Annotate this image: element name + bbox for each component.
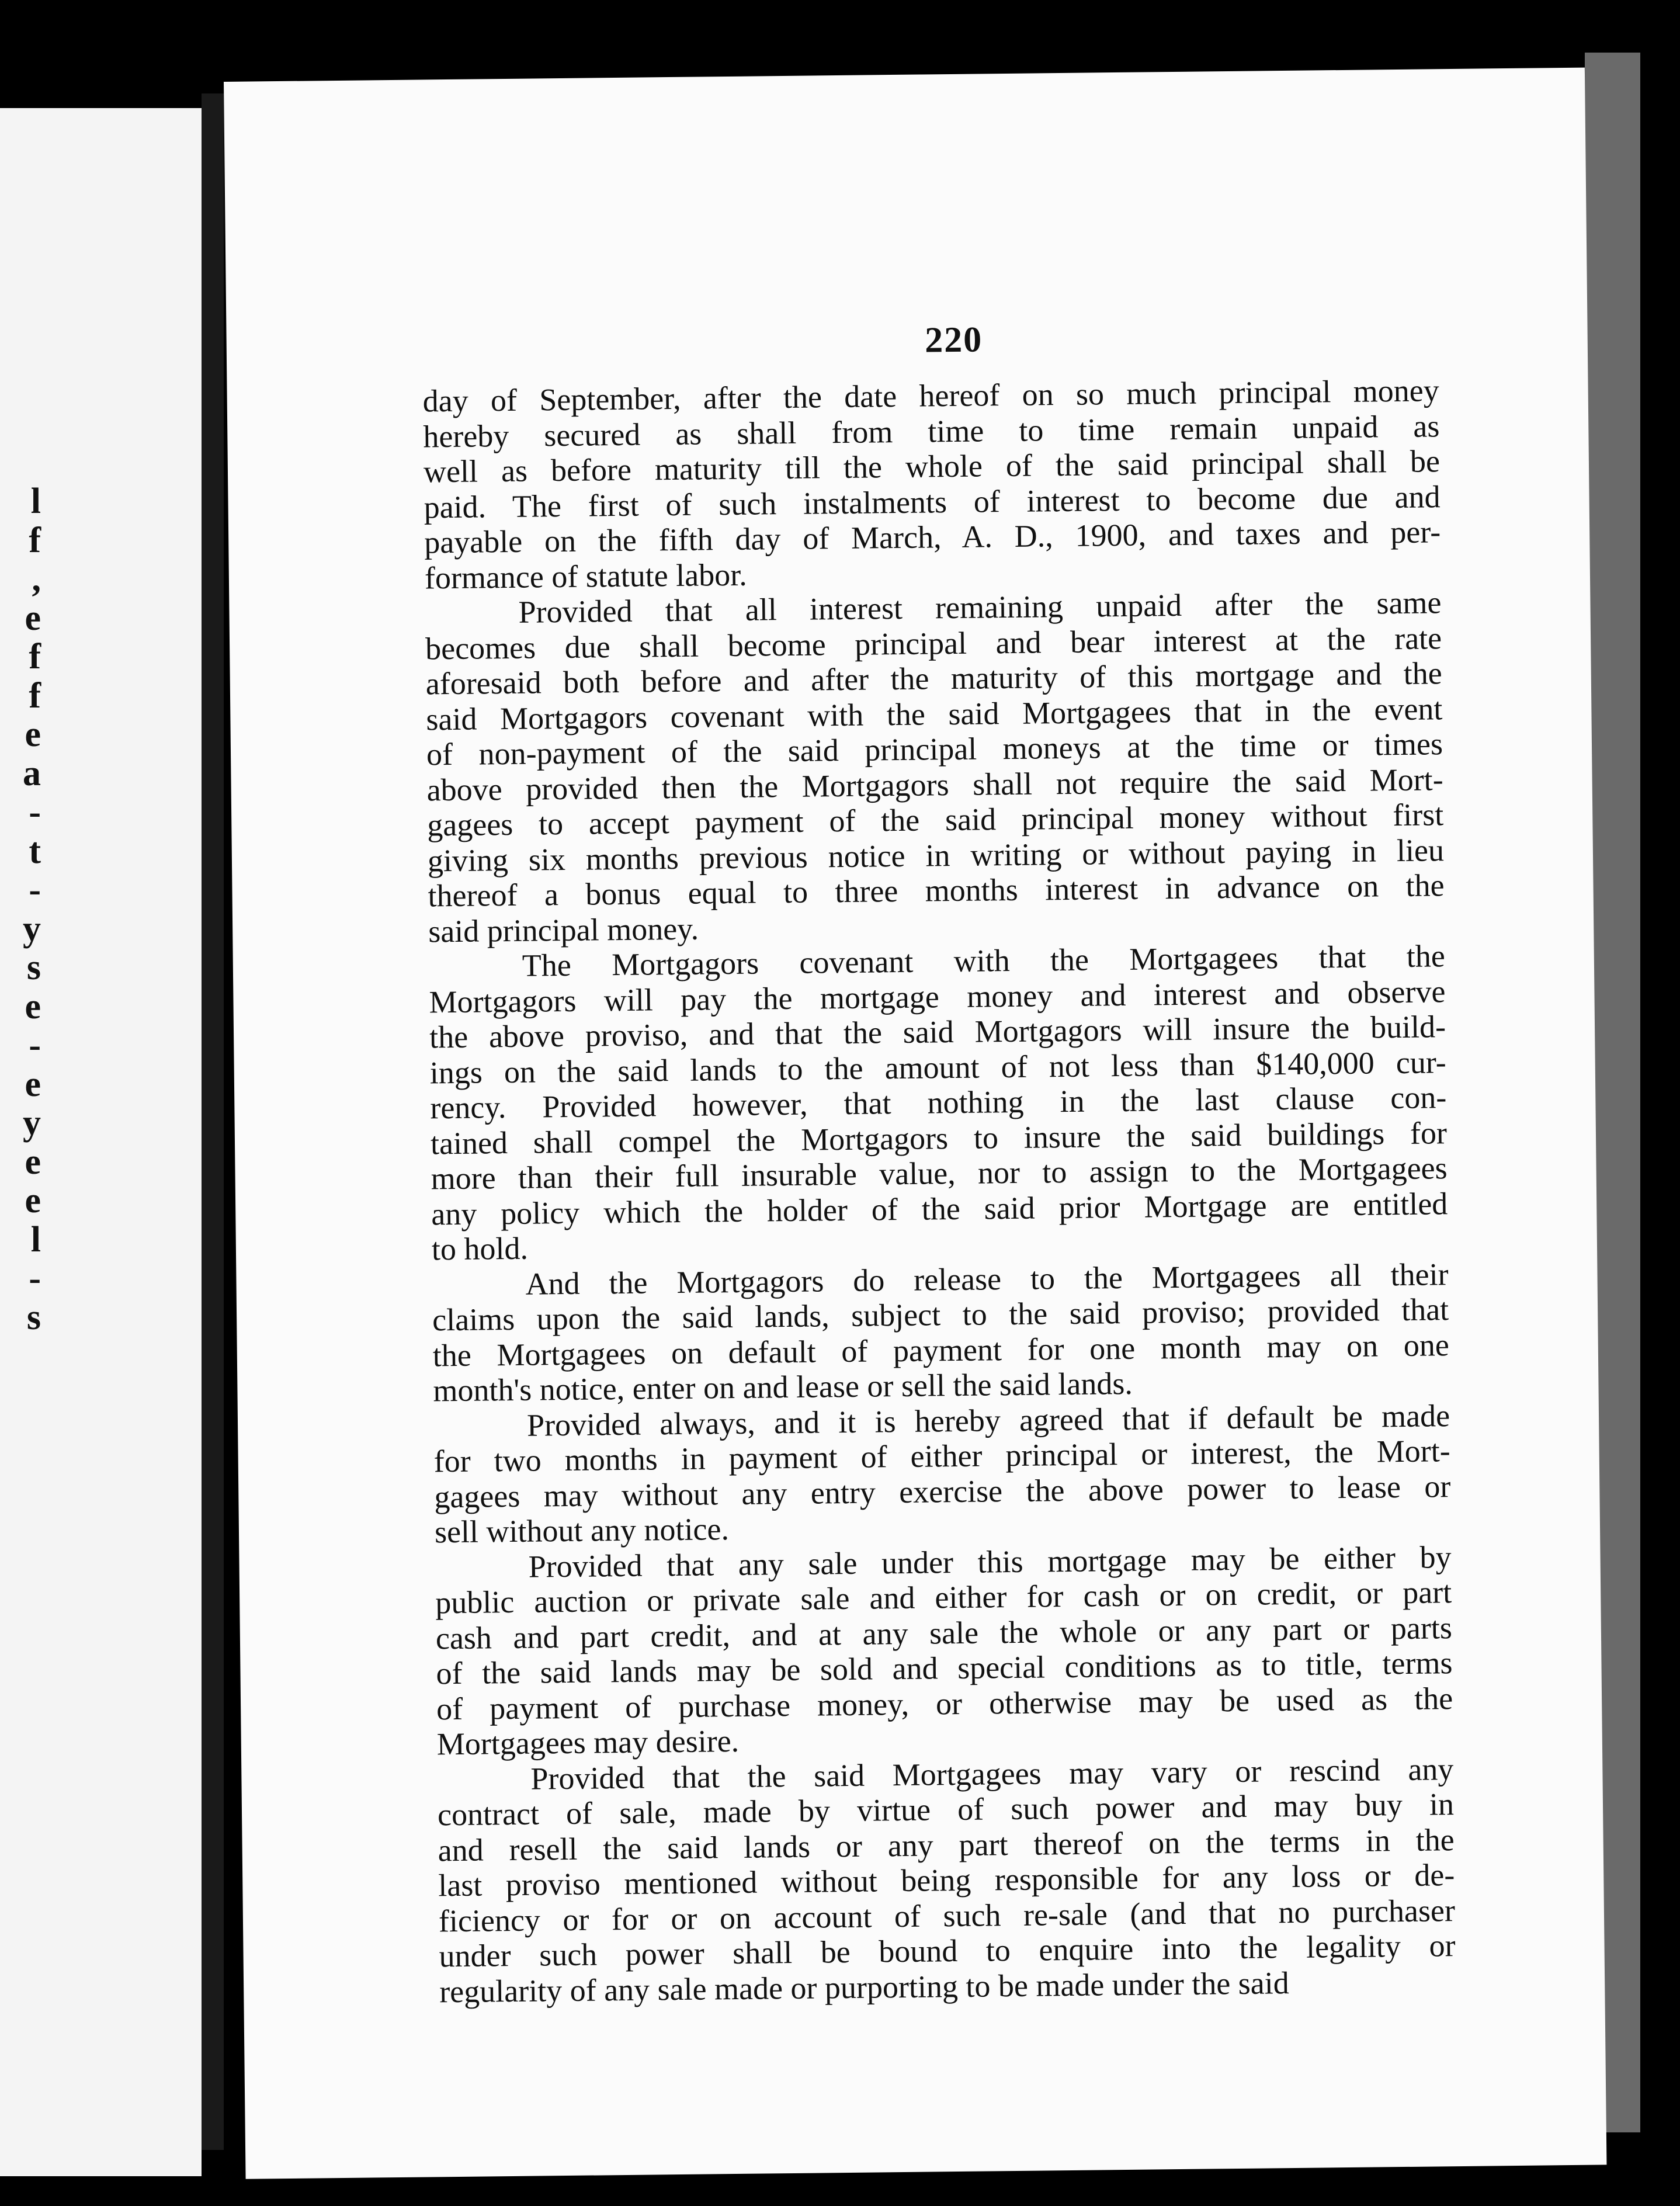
document-page: [224, 68, 1606, 2179]
left-edge-fragment: e: [25, 714, 41, 754]
text-line: public auction or private sale and either for cash or on credit, or part: [435, 1574, 1452, 1621]
left-edge-fragment: s: [26, 948, 41, 987]
text-line: Provided that any sale under this mortgage may be either by: [528, 1539, 1452, 1584]
paragraph: [432, 1257, 1449, 1409]
left-edge-fragment: e: [25, 598, 41, 638]
paragraph: [422, 373, 1441, 595]
text-line: gagees may without any entry exercise the above power to lease or: [434, 1468, 1451, 1514]
text-line: Mortgagors will pay the mortgage money and interest and observe: [429, 973, 1446, 1019]
left-edge-fragment: t: [29, 831, 41, 871]
text-line: under such power shall be bound to enquire into the legality or: [439, 1928, 1456, 1974]
text-line: ficiency or for or on account of such re-sale (and that no purchaser: [438, 1892, 1456, 1938]
left-edge-fragment: l: [30, 1219, 41, 1260]
text-line: payable on the fifth day of March, A. D., 1900, and taxes and per-: [424, 514, 1441, 560]
text-line: thereof a bonus equal to three months interest in advance on the: [428, 868, 1445, 914]
text-line: to hold.: [431, 1230, 529, 1267]
text-line: Mortgagees may desire.: [436, 1723, 740, 1762]
text-line: becomes due shall become principal and bear interest at the rate: [425, 620, 1442, 666]
left-edge-fragment: -: [29, 870, 41, 910]
left-edge-fragment: y: [23, 908, 41, 949]
text-line: aforesaid both before and after the maturity of this mortgage and the: [425, 655, 1443, 702]
text-line: giving six months previous notice in writing or without paying in lieu: [427, 832, 1445, 878]
left-edge-fragment: f: [29, 675, 41, 716]
text-line: the Mortgagees on default of payment for one month may on one: [432, 1327, 1450, 1373]
left-edge-fragment: e: [25, 986, 41, 1026]
text-line: for two months in payment of either principal or interest, the Mort-: [433, 1433, 1450, 1479]
left-edge-fragment: y: [23, 1103, 41, 1143]
text-line: the above proviso, and that the said Mortgagors will insure the build-: [429, 1009, 1446, 1055]
text-line: said Mortgagors covenant with the said Mortgagees that in the event: [426, 691, 1443, 737]
text-line: of the said lands may be sold and special conditions as to title, terms: [436, 1645, 1453, 1691]
text-line: said principal money.: [428, 911, 699, 949]
text-line: of payment of purchase money, or otherwise may be used as the: [436, 1680, 1453, 1726]
left-edge-fragment: e: [25, 1064, 41, 1104]
text-line: Provided that all interest remaining unpaid after the same: [518, 585, 1442, 630]
text-line: tained shall compel the Mortgagors to insure the said buildings for: [430, 1115, 1448, 1161]
left-edge-fragment: -: [29, 1258, 41, 1298]
book-gutter: [202, 93, 224, 2150]
text-line: any policy which the holder of the said prior Mortgage are entitled: [431, 1185, 1448, 1232]
text-line: above provided then the Mortgagors shall not require the said Mort-: [426, 761, 1443, 807]
text-line: month's notice, enter on and lease or sell the said lands.: [433, 1365, 1133, 1409]
text-line: and resell the said lands or any part thereof on the terms in the: [438, 1822, 1455, 1868]
text-line: Provided that the said Mortgagees may vary or rescind any: [530, 1751, 1454, 1796]
text-line: day of September, after the date hereof on so much principal money: [422, 373, 1439, 419]
paragraph: [435, 1539, 1453, 1762]
text-line: last proviso mentioned without being responsible for any loss or de-: [438, 1857, 1455, 1903]
text-line: more than their full insurable value, nor to assign to the Mortgagees: [431, 1150, 1448, 1196]
page-number: 220: [924, 320, 983, 360]
left-edge-fragment: s: [26, 1297, 41, 1337]
text-line: And the Mortgagors do release to the Mortgagees all their: [525, 1256, 1449, 1302]
text-line: The Mortgagors covenant with the Mortgagees that the: [522, 938, 1446, 983]
text-line: gagees to accept payment of the said principal money without first: [427, 797, 1444, 843]
left-edge-fragment: e: [25, 1181, 41, 1220]
text-line: of non-payment of the said principal moneys at the time or times: [426, 726, 1443, 772]
text-line: Provided always, and it is hereby agreed that if default be made: [526, 1397, 1450, 1443]
text-line: claims upon the said lands, subject to the said proviso; provided that: [432, 1292, 1449, 1338]
paragraph: [437, 1751, 1456, 2010]
left-edge-fragment: f: [29, 520, 41, 560]
text-line: ings on the said lands to the amount of not less than $140,000 cur-: [429, 1044, 1446, 1090]
left-edge-fragment: -: [29, 1025, 41, 1065]
left-edge-fragment: f: [29, 637, 41, 677]
text-line: cash and part credit, and at any sale the whole or any part or parts: [435, 1610, 1453, 1656]
paragraph: [425, 585, 1445, 949]
paragraph: [433, 1398, 1451, 1550]
left-edge-fragment: a: [23, 753, 41, 793]
left-edge-fragment: ,: [32, 559, 41, 599]
left-edge-fragment: -: [29, 792, 41, 832]
text-line: rency. Provided however, that nothing in the last clause con-: [430, 1080, 1447, 1126]
text-line: sell without any notice.: [434, 1511, 730, 1550]
text-line: formance of statute labor.: [424, 557, 747, 595]
text-line: well as before maturity till the whole of the said principal shall be: [423, 443, 1441, 490]
text-line: contract of sale, made by virtue of such power and may buy in: [437, 1787, 1455, 1833]
body-text: [422, 373, 1456, 2009]
left-page-edge-text: [0, 482, 41, 1337]
text-line: paid. The first of such instalments of interest to become due and: [424, 478, 1441, 525]
paragraph: [429, 938, 1449, 1267]
left-page-fragment: [0, 108, 202, 2176]
left-edge-fragment: e: [25, 1142, 41, 1182]
left-edge-fragment: l: [30, 481, 41, 521]
text-line: hereby secured as shall from time to time remain unpaid as: [423, 408, 1440, 454]
text-line: regularity of any sale made or purporting to be made under the said: [439, 1965, 1290, 2009]
